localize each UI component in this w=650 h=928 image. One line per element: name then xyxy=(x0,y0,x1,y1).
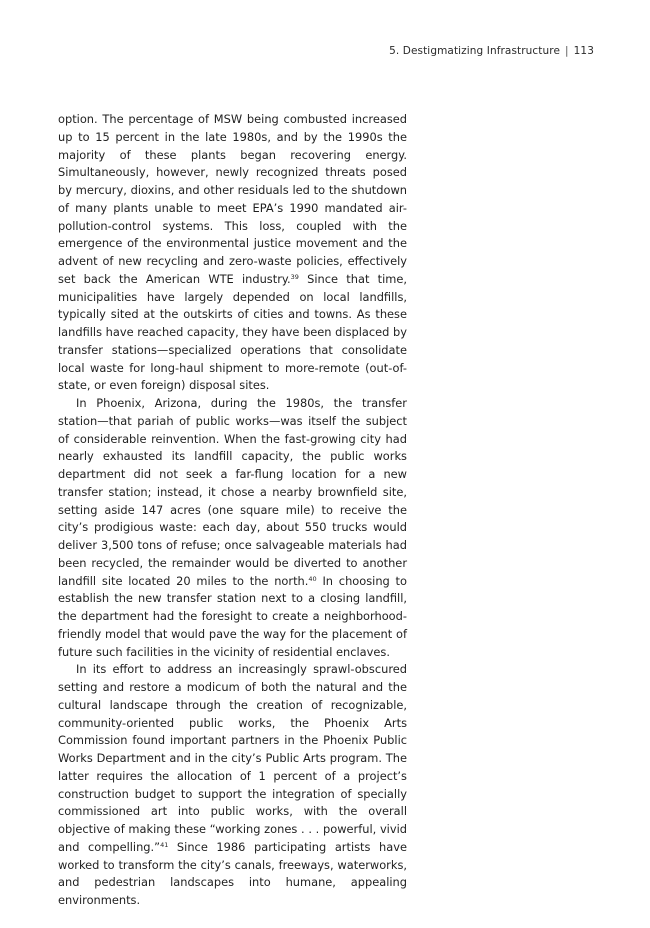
running-head xyxy=(389,45,594,57)
body-text xyxy=(58,111,407,910)
paragraph-text: In Phoenix, Arizona, during the 1980s, the transfer station—that pariah of public works—was itself the subject of considerable reinvention. When the fast-growing city had nearly exhausted its landfill capacity, the public works department did not seek a far-flung location for a new transfer station; instead, it chose a nearby brownfield site, setting aside 147 acres (one square mile) to receive the city’s prodigious waste: each day, about 550 trucks would deliver 3,500 tons of refuse; once salvageable materials had been recycled, the remainder would be diverted to another landfill site located 20 miles to the north. xyxy=(58,396,407,588)
paragraph-text: Since 1986 participating artists have worked to transform the city’s canals, freeways, waterworks, and pedestrian landscapes into humane, appealing environments. xyxy=(58,839,407,907)
footnote-marker: 41 xyxy=(160,840,169,849)
paragraph-3 xyxy=(58,661,407,910)
chapter-title: 5. Destigmatizing Infrastructure xyxy=(389,45,561,57)
paragraph-text: option. The percentage of MSW being combusted increased up to 15 percent in the late 1980s, and by the 1990s the majority of these plants began recovering energy. Simultaneously, however, newly recognized threats posed by mercury, dioxins, and other residuals led to the shutdown of many plants unable to meet EPA’s 1990 mandated air-pollution-control systems. This loss, coupled with the emergence of the environmental justice movement and the advent of new recycling and zero-waste policies, effectively set back the American WTE industry. xyxy=(58,112,407,286)
footnote-marker: 39 xyxy=(290,272,299,281)
header-separator: | xyxy=(565,45,569,57)
paragraph-2 xyxy=(58,395,407,661)
paragraph-text: Since that time, municipalities have largely depended on local landfills, typically sited at the outskirts of cities and towns. As these landfills have reached capacity, they have been displaced by transfer stations—specialized operations that consolidate local waste for long-haul shipment to more-remote (out-of-state, or even foreign) disposal sites. xyxy=(58,271,408,393)
footnote-marker: 40 xyxy=(308,574,317,583)
page-number: 113 xyxy=(573,45,594,57)
paragraph-text: In its effort to address an increasingly sprawl-obscured setting and restore a modicum of both the natural and the cultural landscape through the creation of recognizable, community-oriented public works, the Phoenix Arts Commission found important partners in the Phoenix Public Works Department and in the city’s Public Arts program. The latter requires the allocation of 1 percent of a project’s construction budget to support the integration of specially commissioned art into public works, with the overall objective of making these “working zones . . . powerful, vivid and compelling.” xyxy=(58,662,407,854)
paragraph-1 xyxy=(58,111,407,395)
paragraph-text: In choosing to establish the new transfer station next to a closing landfill, the department had the foresight to create a neighborhood-friendly model that would pave the way for the placement of future such facilities in the vicinity of residential enclaves. xyxy=(58,573,407,659)
